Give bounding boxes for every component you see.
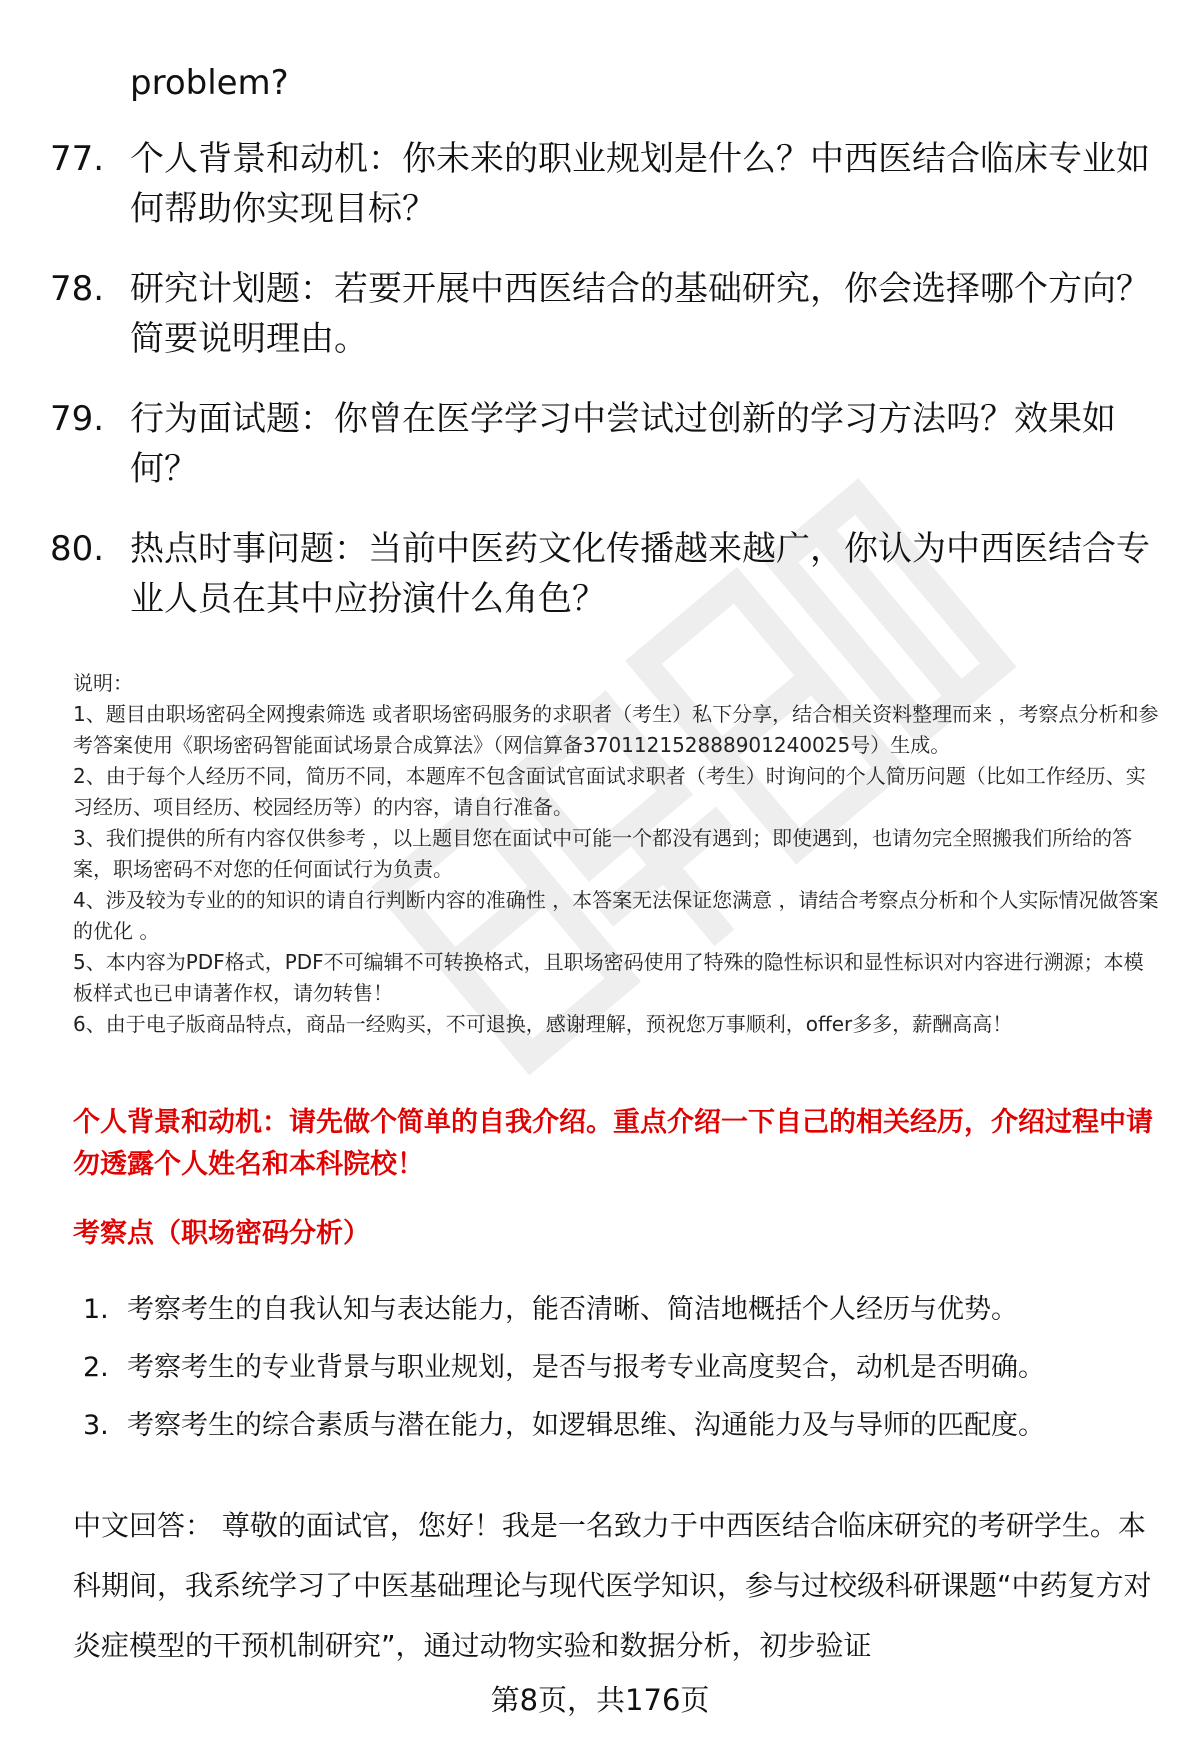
question-number: 79. xyxy=(50,399,105,439)
note-item: 5、本内容为PDF格式，PDF不可编辑不可转换格式，且职场密码使用了特殊的隐性标识和显性标识对内容进行溯源；本模板样式也已申请著作权，请勿转售！ xyxy=(73,950,1144,1005)
question-item-78 xyxy=(50,264,1150,364)
answer-text: 中文回答： 尊敬的面试官，您好！我是一名致力于中西医结合临床研究的考研学生。本科期间，我系统学习了中医基础理论与现代医学知识，参与过校级科研课题“中药复方对炎症模型的干预机制研究”，通过动物实验和数据分析，初步验证 xyxy=(73,1509,1152,1662)
question-continuation: problem? xyxy=(130,63,289,103)
notes-heading: 说明： xyxy=(73,671,133,695)
question-number: 80. xyxy=(50,529,105,569)
question-item-79 xyxy=(50,394,1150,494)
check-point-text: 考察考生的综合素质与潜在能力，如逻辑思维、沟通能力及与导师的匹配度。 xyxy=(127,1410,1045,1441)
question-list xyxy=(50,58,1150,654)
question-number: 77. xyxy=(50,139,105,179)
check-point xyxy=(83,1406,1163,1446)
check-points-heading: 考察点（职场密码分析） xyxy=(73,1218,370,1249)
question-item-80 xyxy=(50,524,1150,624)
question-text: 个人背景和动机：你未来的职业规划是什么？中西医结合临床专业如何帮助你实现目标？ xyxy=(130,139,1150,229)
check-point-text: 考察考生的专业背景与职业规划，是否与报考专业高度契合，动机是否明确。 xyxy=(127,1352,1045,1383)
interview-question: 个人背景和动机：请先做个简单的自我介绍。重点介绍一下自己的相关经历，介绍过程中请勿透露个人姓名和本科院校！ xyxy=(73,1107,1153,1180)
note-item: 6、由于电子版商品特点，商品一经购买，不可退换，感谢理解，预祝您万事顺利，offer多多，薪酬高高！ xyxy=(73,1012,1013,1036)
question-number: 78. xyxy=(50,269,105,309)
check-point-number: 1. xyxy=(83,1294,109,1325)
question-item-77 xyxy=(50,134,1150,234)
question-text: 热点时事问题：当前中医药文化传播越来越广，你认为中西医结合专业人员在其中应扮演什么角色？ xyxy=(130,529,1150,619)
note-item: 3、我们提供的所有内容仅供参考 ，以上题目您在面试中可能一个都没有遇到；即使遇到，也请勿完全照搬我们所给的答案，职场密码不对您的任何面试行为负责。 xyxy=(73,826,1133,881)
check-point-number: 3. xyxy=(83,1410,109,1441)
note-item: 2、由于每个人经历不同，简历不同，本题库不包含面试官面试求职者（考生）时询问的个人简历问题（比如工作经历、实习经历、项目经历、校园经历等）的内容，请自行准备。 xyxy=(73,764,1146,819)
question-text: 行为面试题：你曾在医学学习中尝试过创新的学习方法吗？效果如何？ xyxy=(130,399,1116,489)
check-point-text: 考察考生的自我认知与表达能力，能否清晰、简洁地概括个人经历与优势。 xyxy=(127,1294,1018,1325)
check-point xyxy=(83,1290,1163,1330)
notes-section xyxy=(73,668,1163,1040)
question-text: 研究计划题：若要开展中西医结合的基础研究，你会选择哪个方向？简要说明理由。 xyxy=(130,269,1150,359)
page-footer: 第8页，共176页 xyxy=(490,1683,710,1717)
check-point xyxy=(83,1348,1163,1388)
check-points-list xyxy=(83,1290,1163,1464)
check-point-number: 2. xyxy=(83,1352,109,1383)
note-item: 1、题目由职场密码全网搜索筛选 或者职场密码服务的求职者（考生）私下分享，结合相关资料整理而来 ，考察点分析和参考答案使用《职场密码智能面试场景合成算法》（网信算备370112152888901240025号）生成。 xyxy=(73,702,1159,757)
note-item: 4、涉及较为专业的的知识的请自行判断内容的准确性 ，本答案无法保证您满意 ，请结合考察点分析和个人实际情况做答案的优化 。 xyxy=(73,888,1159,943)
